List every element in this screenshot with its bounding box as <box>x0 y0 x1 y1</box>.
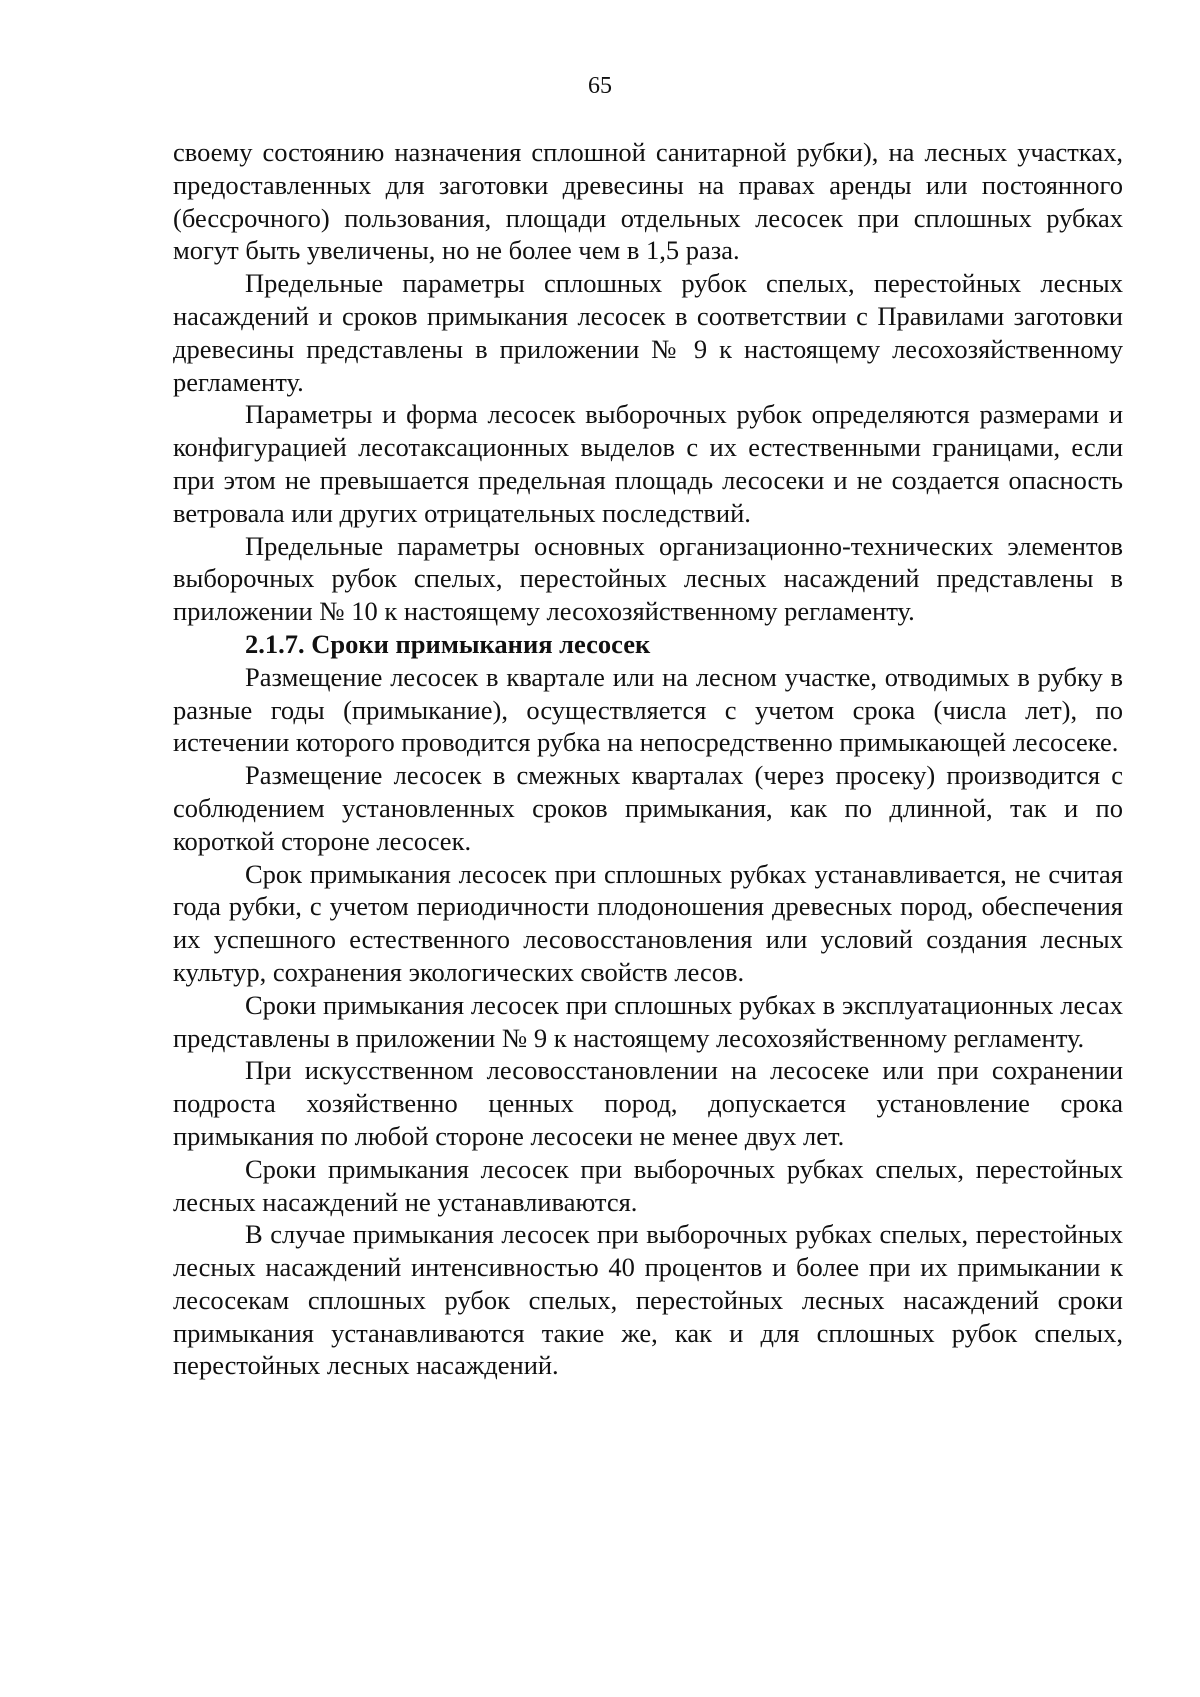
paragraph-selective-cutting-form: Параметры и форма лесосек выборочных рубок определяются размерами и конфигурацией лесотаксационных выделов с их естественными границами, если при этом не превышается предельная площадь лесосеки и не создается опасность ветровала или других отрицательных последствий. <box>173 399 1123 528</box>
section-heading: 2.1.7. Сроки примыкания лесосек <box>245 628 651 659</box>
paragraph-appendix-reference: Сроки примыкания лесосек при сплошных рубках в эксплуатационных лесах представлены в приложении № 9 к настоящему лесохозяйственному регламенту. <box>173 989 1123 1053</box>
paragraph-clear-cutting-limits: Предельные параметры сплошных рубок спелых, перестойных лесных насаждений и сроков примыкания лесосек в соответствии с Правилами заготовки древесины представлены в приложении № 9 к настоящему лесохозяйственному регламенту. <box>173 268 1123 397</box>
paragraph-placement-definition: Размещение лесосек в квартале или на лесном участке, отводимых в рубку в разные годы (примыкание), осуществляется с учетом срока (числа лет), по истечении которого проводится рубка на непосредственно примыкающей лесосеке. <box>173 661 1123 758</box>
page-number: 65 <box>588 73 612 99</box>
paragraph-adjacency-period: Срок примыкания лесосек при сплошных рубках устанавливается, не считая года рубки, с учетом периодичности плодоношения древесных пород, обеспечения их успешного естественного лесовосстановления или условий создания лесных культур, сохранения экологических свойств лесов. <box>173 858 1123 987</box>
document-body <box>173 136 1123 1382</box>
paragraph-artificial-reforestation: При искусственном лесовосстановлении на лесосеке или при сохранении подроста хозяйственно ценных пород, допускается установление срока примыкания по любой стороне лесосеки не менее двух лет. <box>173 1055 1123 1151</box>
paragraph-intensity-40: В случае примыкания лесосек при выборочных рубках спелых, перестойных лесных насаждений интенсивностью 40 процентов и более при их примыкании к лесосекам сплошных рубок спелых, перестойных лесных насаждений сроки примыкания устанавливаются такие же, как и для сплошных рубок спелых, перестойных лесных насаждений. <box>173 1219 1123 1381</box>
paragraph-selective-no-period: Сроки примыкания лесосек при выборочных рубках спелых, перестойных лесных насаждений не устанавливаются. <box>173 1153 1123 1217</box>
paragraph-adjacent-quarters: Размещение лесосек в смежных кварталах (через просеку) производится с соблюдением установленных сроков примыкания, как по длинной, так и по короткой стороне лесосек. <box>173 760 1123 856</box>
paragraph-selective-cutting-limits: Предельные параметры основных организационно-технических элементов выборочных рубок спелых, перестойных лесных насаждений представлены в приложении № 10 к настоящему лесохозяйственному регламенту. <box>173 530 1123 627</box>
paragraph-continuation: своему состоянию назначения сплошной санитарной рубки), на лесных участках, предоставленных для заготовки древесины на правах аренды или постоянного (бессрочного) пользования, площади отдельных лесосек при сплошных рубках могут быть увеличены, но не более чем в 1,5 раза. <box>173 137 1123 266</box>
